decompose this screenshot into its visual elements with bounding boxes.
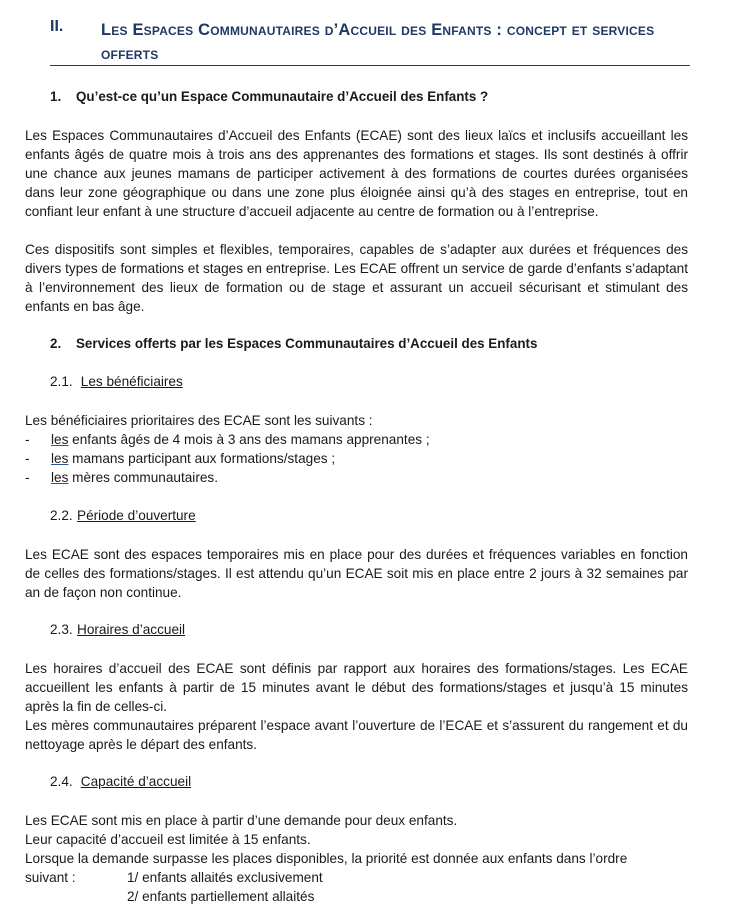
subheading-2-4-title: Capacité d’accueil	[80, 774, 192, 789]
bullet-text: mamans participant aux formations/stages ;	[68, 451, 336, 466]
subheading-2-3	[50, 622, 185, 637]
beneficiaires-intro: Les bénéficiaires prioritaires des ECAE sont les suivants :	[25, 413, 373, 428]
subheading-2-title: Services offerts par les Espaces Communautaires d’Accueil des Enfants	[76, 336, 538, 351]
paragraph-horaires: Les horaires d’accueil des ECAE sont définis par rapport aux horaires des formations/stages. Les ECAE accueillent les enfants à partir de 15 minutes avant le début des formations/stages et jusqu’à 15 minutes après la fin de celles-ci.	[25, 661, 688, 714]
subheading-2-3-title: Horaires d’accueil	[77, 622, 186, 637]
subheading-1-number: 1.	[50, 89, 62, 104]
subheading-2-2	[50, 508, 196, 523]
subheading-2-1-number: 2.1.	[50, 374, 73, 389]
capacite-line-2: Leur capacité d’accueil est limitée à 15 enfants.	[25, 832, 311, 847]
section-title: Les Espaces Communautaires d’Accueil des Enfants : concept et services offerts	[101, 21, 655, 63]
bullet-dash: -	[25, 432, 30, 447]
paragraph-periode: Les ECAE sont des espaces temporaires mis en place pour des durées et fréquences variables en fonction de celles des formations/stages. Il est attendu qu’un ECAE soit mis en place entre 2 jours à 32 semaines par an de façon non continue.	[25, 547, 688, 600]
subheading-1-title: Qu’est-ce qu’un Espace Communautaire d’Accueil des Enfants ?	[76, 89, 489, 104]
bullet-text: enfants âgés de 4 mois à 3 ans des mamans apprenantes ;	[68, 432, 430, 447]
paragraph-ecae-definition: Les Espaces Communautaires d’Accueil des Enfants (ECAE) sont des lieux laïcs et inclusifs accueillant les enfants âgés de quatre mois à trois ans des apprenantes des formations et stages. Ils sont destinés à offrir une chance aux jeunes mamans de participer activement à des formations de courtes durées organisées dans leur zone géographique ou dans une zone plus éloignée ainsi qu’à des stages en entreprise, tout en confiant leur enfant à une structure d’accueil adjacente au centre de formation ou à l’entreprise.	[25, 128, 688, 219]
bullet-les: les	[51, 451, 69, 466]
paragraph-ecae-dispositifs: Ces dispositifs sont simples et flexibles, temporaires, capables de s’adapter aux durées et fréquences des divers types de formations et stages en entreprise. Les ECAE offrent un service de garde d’enfants s’adaptant à l’environnement des lieux de formation ou de stage et assurant un accueil sécurisant et stimulant des enfants en bas âge.	[25, 242, 688, 314]
capacite-suivant-label: suivant :	[25, 870, 76, 885]
capacite-line-1: Les ECAE sont mis en place à partir d’une demande pour deux enfants.	[25, 813, 458, 828]
priority-item: 1/ enfants allaités exclusivement	[127, 870, 323, 885]
paragraph-meres: Les mères communautaires préparent l’espace avant l’ouverture de l’ECAE et s’assurent du rangement et du nettoyage après le départ des enfants.	[25, 718, 688, 752]
bullet-les: les	[51, 470, 69, 485]
capacite-line-3: Lorsque la demande surpasse les places disponibles, la priorité est donnée aux enfants dans l’ordre	[25, 851, 628, 866]
section-divider	[50, 65, 690, 66]
subheading-2	[50, 336, 537, 351]
subheading-2-1	[50, 374, 183, 389]
list-item	[25, 430, 688, 449]
subheading-2-3-number: 2.3.	[50, 622, 73, 637]
section-number: II.	[50, 18, 64, 35]
priority-item: 2/ enfants partiellement allaités	[127, 889, 315, 904]
list-item	[25, 449, 688, 468]
subheading-2-2-title: Période d’ouverture	[77, 508, 196, 523]
subheading-2-4-number: 2.4.	[50, 774, 73, 789]
bullet-text: mères communautaires.	[68, 470, 218, 485]
subheading-2-2-number: 2.2.	[50, 508, 73, 523]
bullet-les: les	[51, 432, 69, 447]
bullet-dash: -	[25, 451, 30, 466]
subheading-2-4	[50, 774, 191, 789]
subheading-1	[50, 89, 488, 104]
subheading-2-1-title: Les bénéficiaires	[80, 374, 183, 389]
bullet-dash: -	[25, 470, 30, 485]
list-item	[25, 468, 688, 487]
subheading-2-number: 2.	[50, 336, 62, 351]
